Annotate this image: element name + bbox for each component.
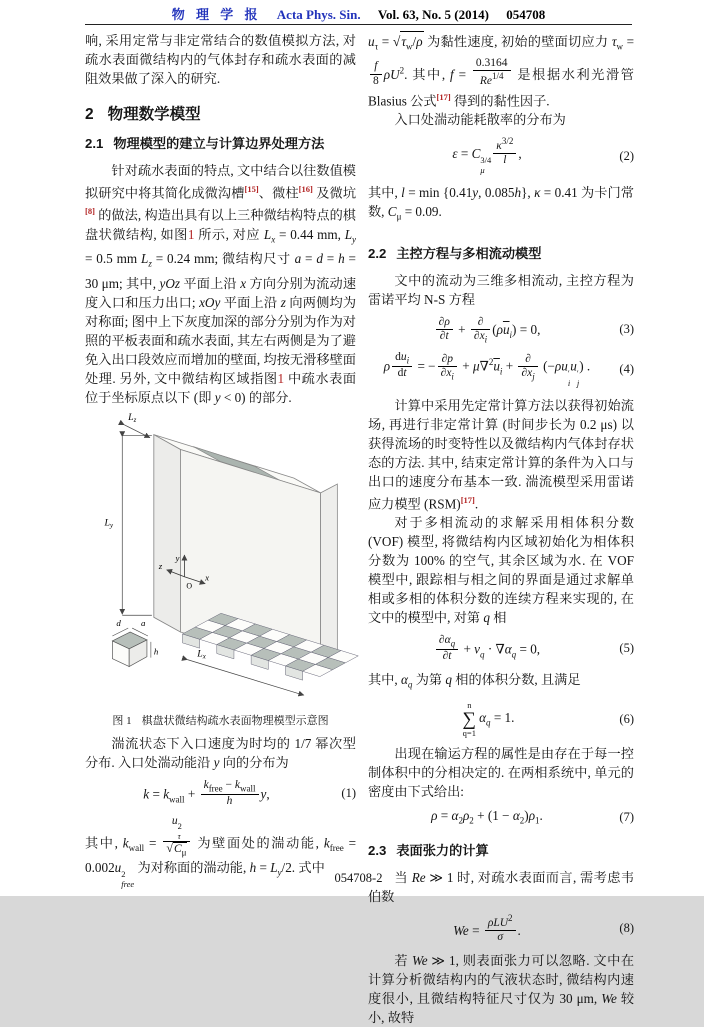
equation-5	[368, 634, 634, 663]
equation-6	[368, 701, 634, 737]
paragraph-volume-fraction: 其中, $\alpha_q$ 为第 q 相的体积分数, 且满足	[368, 671, 581, 690]
section-2-3-number: 2.3	[368, 843, 387, 859]
axis-y-label: y	[175, 553, 180, 564]
paragraph-steady-unsteady: 计算中采用先定常计算方法以获得初始流场, 再进行非定常计算 (时间步长为 0.2 μs) 以获得流场的时变特性以及微结构内气体封存状态的方法. 其中, 结束定常计算的条件为入口与出口的速度分布基本一致. 湍流模型采用雷诺应力模型 (RSM)[17].	[368, 397, 634, 511]
equation-8-body: We = $\frac{\rho LU^2}{\sigma}$ .	[453, 913, 521, 944]
page-footer	[85, 871, 632, 886]
paragraph-ns-intro: 文中的流动为三维多相流动, 主控方程为雷诺平均 N-S 方程	[368, 272, 634, 307]
page-header	[85, 4, 632, 23]
journal-title-en: Acta Phys. Sin.	[276, 7, 361, 22]
equation-7-body: $\rho = \alpha_2\rho_2 + (1 - \alpha_2)\rho_1$.	[431, 808, 543, 827]
header-rule	[85, 24, 632, 25]
paragraph-model-setup: 针对疏水表面的特点, 文中结合以往数值模拟研究中将其简化成微沟槽[15]、微柱[16] 及微坑[8] 的做法, 构造出具有以上三种微结构特点的棋盘状微结构, 如图1 所示, 对应 $L_x = 0.44$ mm, $L_y = 0.5$ mm $L_z = 0.24$ mm; 微结构尺寸 a = d = h = 30 μm; 其中, yOz 平面上沿 x 方向分别为流动速度入口和压力出口; xOy 平面上沿 z 向两侧均为对称面; 图中上下灰度加深的部分分别为作为对照的平板表面和疏水表面, 其左右两侧是为了避免入出口段效应而增加的壁面, 均按无滑移壁面处理. 另外, 文中微结构区域指图1 中疏水表面位于坐标原点以下 (即 y < 0) 的部分.	[85, 163, 357, 406]
equation-6-body: n ∑ q=1 $\alpha_q = 1$.	[462, 700, 515, 738]
equation-8-number: (8)	[619, 921, 634, 936]
slab-left-face-fill	[154, 435, 181, 632]
section-2-2-title: 主控方程与多相流动模型	[396, 245, 542, 261]
journal-title-cn: 物 理 学 报	[171, 7, 262, 22]
paragraph-kwall-def: 其中, $k_{wall}$ = u 2 τ $√C_\mu$ 为壁面处的湍动能, $k_{free} = 0.002u$ 2 free 为对称面的湍动能, $h = L_y/2$. 式中	[85, 814, 357, 889]
equation-1	[85, 779, 356, 808]
equation-1-number: (1)	[341, 785, 356, 800]
cube-a-label: a	[141, 618, 146, 629]
section-2-number: 2	[85, 106, 94, 123]
equation-2-body: ε = C 3/4 μ $\frac{\kappa^{3/2}}{l}$ ,	[452, 136, 522, 176]
left-column	[85, 31, 356, 890]
equation-3-body: $\frac{\partial\rho}{\partial t}$ + $\frac{\partial}{\partial x_i}$ $(\rho\overline{u}_i) = 0$,	[368, 316, 606, 345]
unit-cube-inset	[112, 628, 150, 666]
Lz-label: $L_z$	[128, 411, 137, 424]
paragraph-inlet-profile: 湍流状态下入口速度为时均的 1/7 幂次型分布. 入口处湍动能沿 y 向的分布为	[85, 736, 356, 771]
equation-8	[368, 913, 634, 944]
equation-5-number: (5)	[619, 640, 634, 655]
equation-3-number: (3)	[619, 322, 634, 337]
figure-1-drawing	[91, 411, 341, 707]
cube-d-label: d	[116, 618, 121, 629]
section-2-title: 物理数学模型	[107, 106, 201, 123]
equation-6-number: (6)	[619, 711, 634, 726]
paragraph-transport-property: 出现在输运方程的属性是由存在于每一控制体积中的分相决定的. 在两相系统中, 单元的密度由下式给出:	[368, 746, 634, 800]
dimension-Ly	[122, 436, 152, 616]
equation-5-body: $\frac{\partial\alpha_q}{\partial t}$ + $v_q \cdot \nabla\alpha_q = 0$,	[368, 634, 606, 663]
figure-1	[91, 411, 356, 712]
equation-4	[368, 351, 634, 388]
section-2-1-title: 物理模型的建立与计算边界处理方法	[113, 136, 325, 151]
paragraph-intro: 响, 采用定常与非定常结合的数值模拟方法, 对疏水表面微结构内的气体封存和疏水表面的减阻效果做了深入的研究.	[85, 33, 356, 86]
footer-page-number: 054708-2	[334, 871, 383, 885]
paragraph-weber-discussion: 若 We ≫ 1, 则表面张力可以忽略. 文中在计算分析微结构内的气液状态时, 微结构内速度很小, 且微结构特征尺寸仅为 30 μm, We 较小, 故特	[368, 953, 635, 1026]
Ly-label: $L_y$	[104, 517, 114, 530]
section-2-3-heading	[368, 840, 634, 859]
section-2-heading	[85, 102, 356, 124]
origin-label: O	[186, 581, 193, 591]
figure-1-caption-text: 棋盘状微结构疏水表面物理模型示意图	[141, 715, 329, 728]
equation-7-number: (7)	[619, 809, 634, 824]
equation-1-body: $k = k_{wall}$ + $\frac{k_{free} - k_{wall}}{h}$ y,	[143, 779, 270, 807]
section-2-1-number: 2.1	[85, 136, 104, 151]
equation-3	[368, 316, 634, 345]
section-2-3-title: 表面张力的计算	[396, 843, 489, 859]
equation-4-number: (4)	[619, 362, 634, 377]
equation-4-body: ρ $\frac{du_i}{dt}$ = − $\frac{\partial p}{\partial x_i}$ + $\mu\nabla^2\overline{u}_i$ + $\frac{\partial}{\partial x_j}$ (−ρu ′ i u ′ j ) .	[383, 351, 591, 388]
section-2-2-number: 2.2	[368, 245, 387, 261]
paragraph-weber-intro: 当 Re ≫ 1 时, 对疏水表面而言, 需考虑韦伯数	[368, 870, 635, 905]
axis-x-label: x	[205, 572, 210, 583]
paragraph-karman-const: 其中, l = min {0.41y, 0.085h}, κ = 0.41 为卡门常数, $C_\mu = 0.09$.	[368, 184, 634, 222]
section-2-2-heading	[368, 243, 634, 262]
paragraph-friction-velocity: $u_\tau = √\tau_w/\rho$ 为黏性速度, 初始的壁面切应力 $\tau_w$ = $\frac{f}{8}$ $\rho U^2$. 其中, f = $\frac{0.3164}{Re^{1/4}}$ 是根据水利光滑管 Blasius 公式[17] 得到的黏性因子.	[368, 31, 634, 110]
axis-z-label: z	[158, 560, 163, 571]
paragraph-dissipation-intro: 入口处湍动能耗散率的分布为	[394, 112, 566, 128]
paragraph-vof-model: 对于多相流动的求解采用相体积分数 (VOF) 模型, 将微结构内区域初始化为相体积分数为 100% 的空气, 其余区域为水. 在 VOF 模型中, 跟踪相与相之间的界面是通过求解单相或多相的体积分数的连续方程来实现的, 在文中的模型中, 对第 q 相	[368, 514, 634, 625]
cube-h-label: h	[153, 646, 159, 657]
equation-2-number: (2)	[619, 148, 634, 163]
article-number: 054708	[506, 7, 546, 22]
figure-1-caption	[85, 712, 356, 728]
figure-1-tag: 图 1	[112, 715, 132, 728]
volume-info: Vol. 63, No. 5 (2014)	[377, 7, 489, 22]
equation-7	[368, 808, 634, 826]
Lx-label: $L_x$	[197, 648, 206, 661]
section-2-1-heading	[85, 133, 356, 152]
equation-2	[368, 136, 634, 176]
